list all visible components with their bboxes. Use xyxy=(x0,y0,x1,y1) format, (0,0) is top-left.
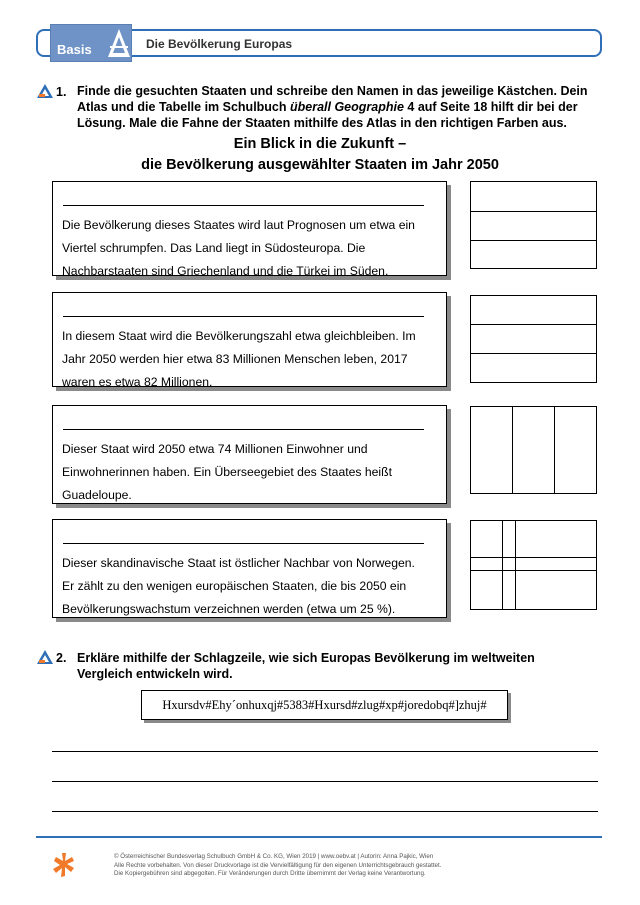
logo-text: Basis xyxy=(57,42,92,57)
task-level-icon xyxy=(37,650,53,664)
answer-line[interactable] xyxy=(63,205,424,206)
task1-line3: Lösung. Male die Fahne der Staaten mithilfe des Atlas in den richtigen Farben aus. xyxy=(77,116,567,130)
answer-line[interactable] xyxy=(63,543,424,544)
flag-box-1[interactable] xyxy=(470,181,597,269)
description-line: Jahr 2050 werden hier etwa 83 Millionen Menschen leben, 2017 xyxy=(62,352,408,366)
country-description xyxy=(62,325,438,394)
section-heading-2: die Bevölkerung ausgewählter Staaten im Jahr 2050 xyxy=(141,157,499,173)
description-line: Die Bevölkerung dieses Staates wird laut Prognosen um etwa ein xyxy=(62,218,415,232)
footer-line: Alle Rechte vorbehalten. Von dieser Druckvorlage ist die Vervielfältigung für den eigenen Unterrichtsgebrauch gestattet. xyxy=(114,861,442,869)
task1-line2-pre: Atlas und die Tabelle im Schulbuch xyxy=(77,100,290,114)
description-line: Nachbarstaaten sind Griechenland und die Türkei im Süden. xyxy=(62,264,389,278)
flag-stripe-divider xyxy=(554,407,555,493)
flag-box-4[interactable] xyxy=(470,520,597,610)
country-description xyxy=(62,552,438,621)
task1-line1: Finde die gesuchten Staaten und schreibe den Namen in das jeweilige Kästchen. Dein xyxy=(77,84,588,98)
answer-line[interactable] xyxy=(63,429,424,430)
section-heading-1: Ein Blick in die Zukunft – xyxy=(233,136,407,152)
flag-stripe-divider xyxy=(471,240,596,241)
description-line: Einwohnerinnen haben. Ein Überseegebiet des Staates heißt xyxy=(62,465,392,479)
country-box-2 xyxy=(52,292,447,387)
task1-number: 1. xyxy=(56,85,67,99)
flag-stripe-divider xyxy=(512,407,513,493)
task2-line2: Vergleich entwickeln wird. xyxy=(77,667,233,681)
oebv-logo-icon xyxy=(52,852,76,878)
flag-box-2[interactable] xyxy=(470,295,597,383)
description-line: Guadeloupe. xyxy=(62,488,132,502)
description-line: Viertel schrumpfen. Das Land liegt in Südosteuropa. Die xyxy=(62,241,366,255)
description-line: Er zählt zu den wenigen europäischen Staaten, die bis 2050 ein xyxy=(62,579,407,593)
footer-copyright xyxy=(114,853,441,879)
country-description xyxy=(62,438,438,507)
country-box-3 xyxy=(52,405,447,504)
answer-line[interactable] xyxy=(52,811,598,812)
answer-line[interactable] xyxy=(63,316,424,317)
description-line: Dieser skandinavische Staat ist östlicher Nachbar von Norwegen. xyxy=(62,556,415,570)
flag-box-3[interactable] xyxy=(470,406,597,494)
cross-horizontal-bar xyxy=(471,557,596,571)
description-line: waren es etwa 82 Millionen. xyxy=(62,375,213,389)
country-box-4 xyxy=(52,519,447,618)
footer-rule xyxy=(36,836,602,838)
task1-instructions xyxy=(77,83,617,131)
answer-line[interactable] xyxy=(52,781,598,782)
flag-stripe-divider xyxy=(471,211,596,212)
footer-line: © Österreichischer Bundesverlag Schulbuch GmbH & Co. KG, Wien 2019 | www.oebv.at | Autorin: Anna Pajkic, Wien xyxy=(114,853,434,860)
footer-line: Die Kopiergebühren sind abgegolten. Für Veränderungen durch Dritte übernimmt der Verlag keine Verantwortung. xyxy=(114,870,426,877)
flag-stripe-divider xyxy=(471,353,596,354)
headline-box: Hxursdv#Ehy´onhuxqj#5383#Hxursd#zlug#xp#joredobq#]zhuj# xyxy=(141,690,508,720)
flag-stripe-divider xyxy=(471,324,596,325)
task2-number: 2. xyxy=(56,651,67,665)
country-box-1 xyxy=(52,181,447,276)
page-title: Die Bevölkerung Europas xyxy=(146,37,293,51)
cross-center xyxy=(503,558,515,570)
book-title: überall Geographie xyxy=(290,100,404,114)
basis-logo xyxy=(50,24,132,62)
answer-line[interactable] xyxy=(52,751,598,752)
description-line: In diesem Staat wird die Bevölkerungszahl etwa gleichbleiben. Im xyxy=(62,329,416,343)
task2-line1: Erkläre mithilfe der Schlagzeile, wie sich Europas Bevölkerung im weltweiten xyxy=(77,651,535,665)
description-line: Bevölkerungswachstum verzeichnen werden (etwa um 25 %). xyxy=(62,602,396,616)
logo-triangle-icon xyxy=(107,28,131,58)
description-line: Dieser Staat wird 2050 etwa 74 Millionen Einwohner und xyxy=(62,442,368,456)
task1-line2-post: 4 auf Seite 18 hilft dir bei der xyxy=(403,100,578,114)
country-description xyxy=(62,214,438,283)
task2-instructions xyxy=(77,650,617,682)
task1-line2 xyxy=(77,99,617,115)
task-level-icon xyxy=(37,84,53,98)
